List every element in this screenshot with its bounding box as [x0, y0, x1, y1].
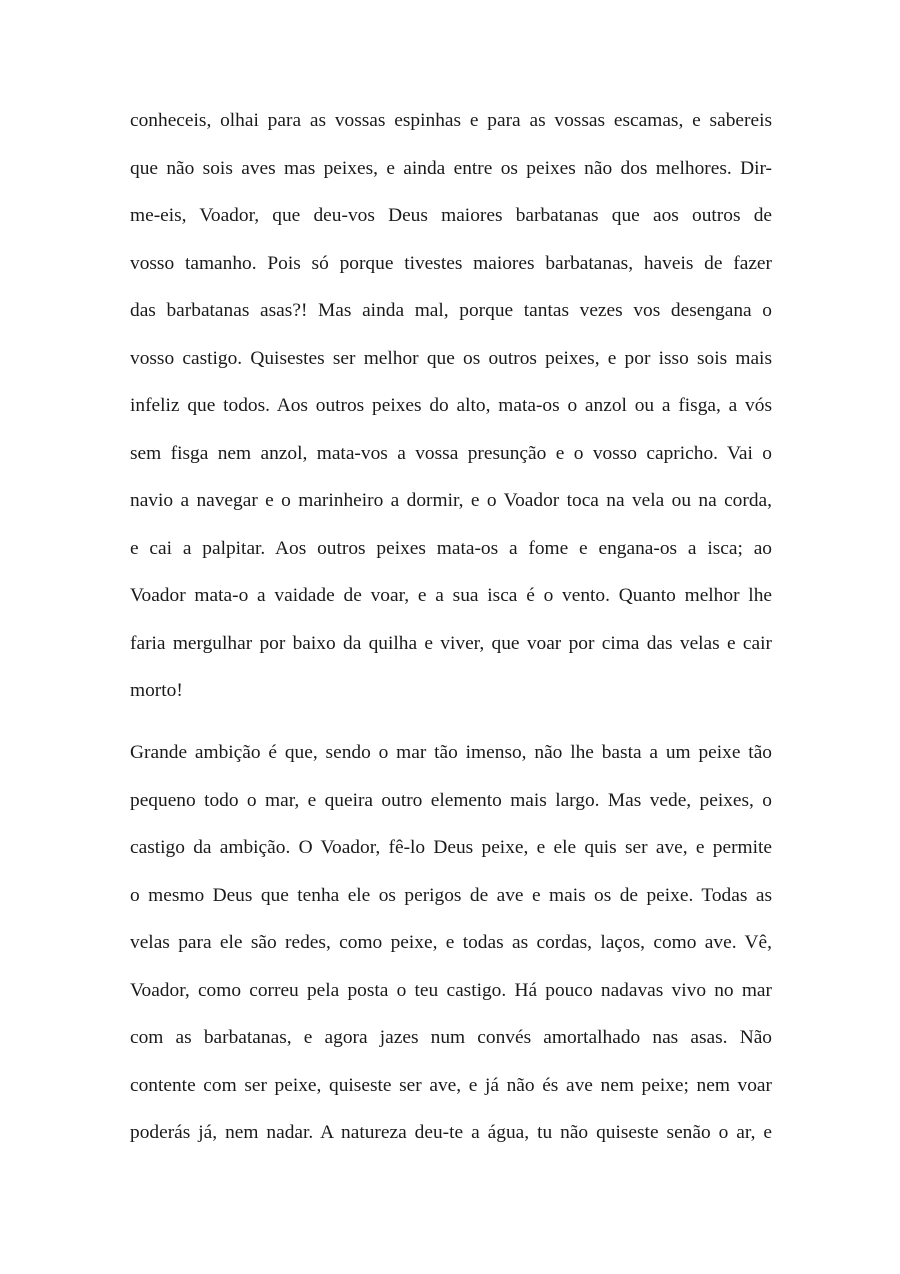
paragraph-line: que não sois aves mas peixes, e ainda entre os peixes não dos melhores. Dir- [130, 157, 772, 179]
paragraph-line: navio a navegar e o marinheiro a dormir, e o Voador toca na vela ou na corda, [130, 490, 772, 511]
paragraph-1 [130, 106, 772, 706]
paragraph-line: poderás já, nem nadar. A natureza deu-te a água, tu não quiseste senão o ar, e [130, 1122, 772, 1143]
paragraph-2 [130, 738, 772, 1168]
paragraph-line: castigo da ambição. O Voador, fê-lo Deus peixe, e ele quis ser ave, e permite [130, 837, 772, 858]
paragraph-line: Voador, como correu pela posta o teu castigo. Há pouco nadavas vivo no mar [130, 979, 772, 1001]
paragraph-line: das barbatanas asas?! Mas ainda mal, porque tantas vezes vos desengana o [130, 300, 772, 321]
paragraph-line: me-eis, Voador, que deu-vos Deus maiores barbatanas que aos outros de [130, 205, 772, 226]
paragraph-line: o mesmo Deus que tenha ele os perigos de ave e mais os de peixe. Todas as [130, 884, 772, 906]
paragraph-line: contente com ser peixe, quiseste ser ave, e já não és ave nem peixe; nem voar [130, 1074, 772, 1096]
paragraph-line: faria mergulhar por baixo da quilha e viver, que voar por cima das velas e cair [130, 632, 772, 654]
paragraph-line: Grande ambição é que, sendo o mar tão imenso, não lhe basta a um peixe tão [130, 742, 772, 763]
paragraph-line: velas para ele são redes, como peixe, e todas as cordas, laços, como ave. Vê, [130, 932, 772, 953]
paragraph-line: pequeno todo o mar, e queira outro elemento mais largo. Mas vede, peixes, o [130, 789, 772, 811]
paragraph-line: infeliz que todos. Aos outros peixes do alto, mata-os o anzol ou a fisga, a vós [130, 395, 772, 416]
paragraph-line: conheceis, olhai para as vossas espinhas e para as vossas escamas, e sabereis [130, 110, 772, 131]
paragraph-line: e cai a palpitar. Aos outros peixes mata-os a fome e engana-os a isca; ao [130, 537, 772, 559]
paragraph-line: com as barbatanas, e agora jazes num convés amortalhado nas asas. Não [130, 1027, 772, 1048]
paragraph-line: morto! [130, 680, 183, 701]
paragraph-line: vosso castigo. Quisestes ser melhor que os outros peixes, e por isso sois mais [130, 347, 772, 369]
paragraph-line: Voador mata-o a vaidade de voar, e a sua isca é o vento. Quanto melhor lhe [130, 585, 772, 606]
paragraph-line: vosso tamanho. Pois só porque tivestes maiores barbatanas, haveis de fazer [130, 252, 772, 274]
paragraph-line: sem fisga nem anzol, mata-vos a vossa presunção e o vosso capricho. Vai o [130, 442, 772, 464]
